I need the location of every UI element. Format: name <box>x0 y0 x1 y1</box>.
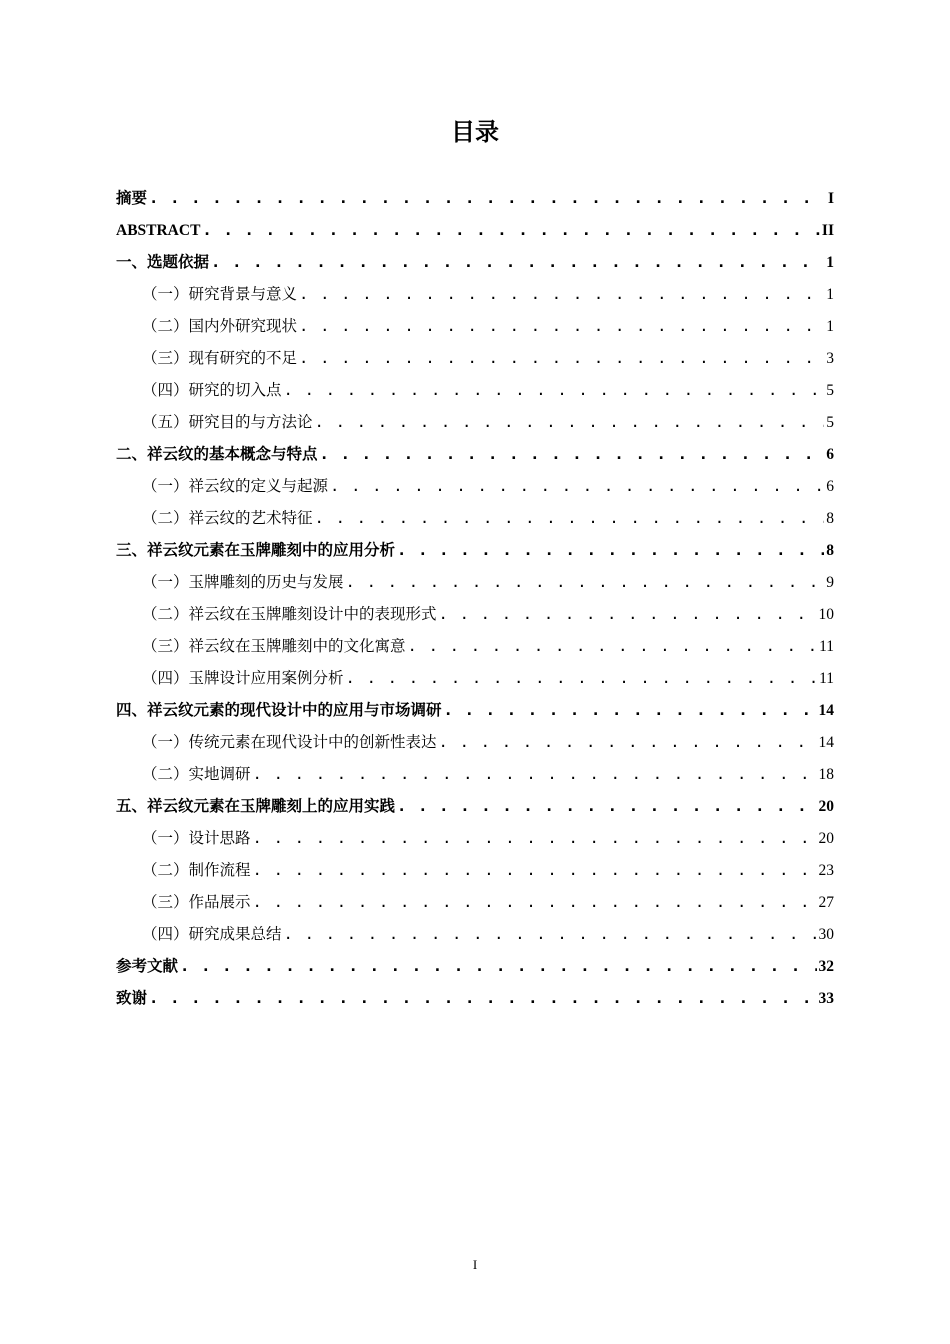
toc-dot-leader <box>315 502 825 534</box>
toc-entry[interactable] <box>116 278 834 310</box>
table-of-contents <box>116 182 834 1014</box>
toc-entry-number: （二） <box>142 317 189 335</box>
toc-entry-label: 研究成果总结 <box>188 925 282 943</box>
toc-entry-page: 23 <box>818 862 834 879</box>
toc-dot-leader <box>284 918 817 950</box>
toc-entry[interactable] <box>116 918 834 950</box>
toc-dot-leader <box>284 374 825 406</box>
toc-entry[interactable] <box>116 854 834 886</box>
toc-dot-leader <box>299 310 824 342</box>
toc-entry-label: 祥云纹在玉牌雕刻设计中的表现形式 <box>188 605 437 623</box>
toc-dot-leader <box>253 758 817 790</box>
toc-dot-leader <box>439 598 817 630</box>
toc-entry-label: 传统元素在现代设计中的创新性表达 <box>188 733 437 751</box>
toc-dot-leader <box>253 854 817 886</box>
toc-entry-page: 5 <box>826 382 834 399</box>
toc-entry-number: （四） <box>142 925 189 943</box>
toc-entry-number: （二） <box>142 765 189 783</box>
toc-entry-page: 6 <box>826 446 834 463</box>
toc-entry-label: 研究的切入点 <box>188 381 282 399</box>
toc-entry-page: 1 <box>826 318 834 335</box>
toc-entry-number: （二） <box>142 509 189 527</box>
toc-entry-number: 四、 <box>116 701 148 719</box>
toc-entry[interactable] <box>116 246 834 278</box>
toc-entry-label: 祥云纹的基本概念与特点 <box>147 445 318 463</box>
toc-entry-page: 20 <box>818 798 834 815</box>
toc-entry-page: 5 <box>826 414 834 431</box>
toc-entry-label: 研究目的与方法论 <box>188 413 313 431</box>
toc-entry-number: （四） <box>142 669 189 687</box>
toc-entry[interactable] <box>116 886 834 918</box>
toc-entry[interactable] <box>116 374 834 406</box>
toc-entry-number: （三） <box>142 349 189 367</box>
toc-entry-label: 祥云纹元素在玉牌雕刻中的应用分析 <box>147 541 396 559</box>
toc-entry-label: 作品展示 <box>188 893 251 911</box>
toc-entry[interactable] <box>116 342 834 374</box>
toc-dot-leader <box>253 886 817 918</box>
toc-entry[interactable] <box>116 310 834 342</box>
toc-entry-number: （三） <box>142 893 189 911</box>
toc-entry-label: 选题依据 <box>147 253 210 271</box>
toc-dot-leader <box>211 246 824 278</box>
toc-entry[interactable] <box>116 214 834 246</box>
toc-entry[interactable] <box>116 726 834 758</box>
toc-entry-number: （三） <box>142 637 189 655</box>
toc-entry-label: 参考文献 <box>116 957 179 975</box>
toc-entry-page: 1 <box>826 254 834 271</box>
toc-dot-leader <box>408 630 818 662</box>
toc-dot-leader <box>253 822 817 854</box>
toc-entry-label: 现有研究的不足 <box>188 349 298 367</box>
toc-entry-label: 实地调研 <box>188 765 251 783</box>
toc-dot-leader <box>320 438 825 470</box>
toc-entry-page: 18 <box>818 766 834 783</box>
toc-entry-number: （一） <box>142 285 189 303</box>
toc-entry[interactable] <box>116 758 834 790</box>
toc-entry-page: 3 <box>826 350 834 367</box>
toc-entry-page: 32 <box>818 958 834 975</box>
toc-entry-label: 致谢 <box>116 989 148 1007</box>
toc-entry-page: 14 <box>818 702 834 719</box>
toc-entry-number: （二） <box>142 605 189 623</box>
toc-entry-label: 祥云纹在玉牌雕刻中的文化寓意 <box>188 637 406 655</box>
toc-entry-number: （四） <box>142 381 189 399</box>
toc-dot-leader <box>202 214 820 246</box>
toc-entry[interactable] <box>116 438 834 470</box>
page-footer-number: I <box>472 1257 478 1272</box>
toc-entry-label: 研究背景与意义 <box>188 285 298 303</box>
toc-dot-leader <box>149 982 816 1014</box>
toc-entry[interactable] <box>116 822 834 854</box>
toc-entry-page: 6 <box>826 478 834 495</box>
toc-entry-number: （一） <box>142 573 189 591</box>
toc-entry[interactable] <box>116 406 834 438</box>
toc-entry-page: 27 <box>818 894 834 911</box>
toc-dot-leader <box>444 694 817 726</box>
toc-entry-page: 1 <box>826 286 834 303</box>
toc-entry-number: （一） <box>142 829 189 847</box>
toc-entry-number: 五、 <box>116 797 148 815</box>
toc-entry-page: 20 <box>818 830 834 847</box>
toc-entry[interactable] <box>116 598 834 630</box>
toc-entry[interactable] <box>116 790 834 822</box>
toc-dot-leader <box>346 566 825 598</box>
toc-dot-leader <box>346 662 818 694</box>
toc-entry-label: 祥云纹元素的现代设计中的应用与市场调研 <box>147 701 442 719</box>
toc-entry[interactable] <box>116 694 834 726</box>
toc-entry-label: 制作流程 <box>188 861 251 879</box>
toc-entry-number: 一、 <box>116 253 148 271</box>
toc-entry-page: 9 <box>826 574 834 591</box>
toc-dot-leader <box>149 182 826 214</box>
toc-entry[interactable] <box>116 566 834 598</box>
toc-entry-label: 摘要 <box>116 189 148 207</box>
toc-entry-number: （五） <box>142 413 189 431</box>
toc-entry-page: I <box>827 190 834 207</box>
toc-entry[interactable] <box>116 630 834 662</box>
toc-entry-page: 11 <box>819 670 834 687</box>
toc-entry-label: 祥云纹的艺术特征 <box>188 509 313 527</box>
toc-entry-page: 8 <box>826 542 834 559</box>
toc-entry-page: 33 <box>818 990 834 1007</box>
toc-entry-number: （一） <box>142 733 189 751</box>
toc-entry[interactable] <box>116 982 834 1014</box>
toc-dot-leader <box>299 278 824 310</box>
toc-dot-leader <box>315 406 825 438</box>
toc-entry-label: 设计思路 <box>188 829 251 847</box>
toc-entry[interactable] <box>116 950 834 982</box>
toc-dot-leader <box>299 342 824 374</box>
toc-dot-leader <box>439 726 817 758</box>
toc-entry[interactable] <box>116 182 834 214</box>
toc-entry-label: ABSTRACT <box>116 222 201 239</box>
toc-entry-number: （一） <box>142 477 189 495</box>
toc-dot-leader <box>397 790 816 822</box>
toc-title: 目录 <box>451 118 499 146</box>
toc-entry[interactable] <box>116 470 834 502</box>
toc-entry-number: 二、 <box>116 445 148 463</box>
toc-entry-label: 祥云纹的定义与起源 <box>188 477 329 495</box>
toc-entry-label: 玉牌雕刻的历史与发展 <box>188 573 344 591</box>
toc-entry-label: 祥云纹元素在玉牌雕刻上的应用实践 <box>147 797 396 815</box>
toc-entry-number: （二） <box>142 861 189 879</box>
toc-entry-page: 14 <box>818 734 834 751</box>
toc-entry-page: 11 <box>819 638 834 655</box>
toc-entry[interactable] <box>116 502 834 534</box>
toc-entry[interactable] <box>116 662 834 694</box>
toc-entry-page: 10 <box>818 606 834 623</box>
toc-dot-leader <box>330 470 824 502</box>
toc-entry-page: II <box>821 222 834 239</box>
toc-entry-label: 国内外研究现状 <box>188 317 298 335</box>
toc-dot-leader <box>397 534 824 566</box>
toc-entry-label: 玉牌设计应用案例分析 <box>188 669 344 687</box>
toc-entry-number: 三、 <box>116 541 148 559</box>
toc-dot-leader <box>180 950 816 982</box>
toc-entry-page: 30 <box>818 926 834 943</box>
toc-entry-page: 8 <box>826 510 834 527</box>
toc-entry[interactable] <box>116 534 834 566</box>
